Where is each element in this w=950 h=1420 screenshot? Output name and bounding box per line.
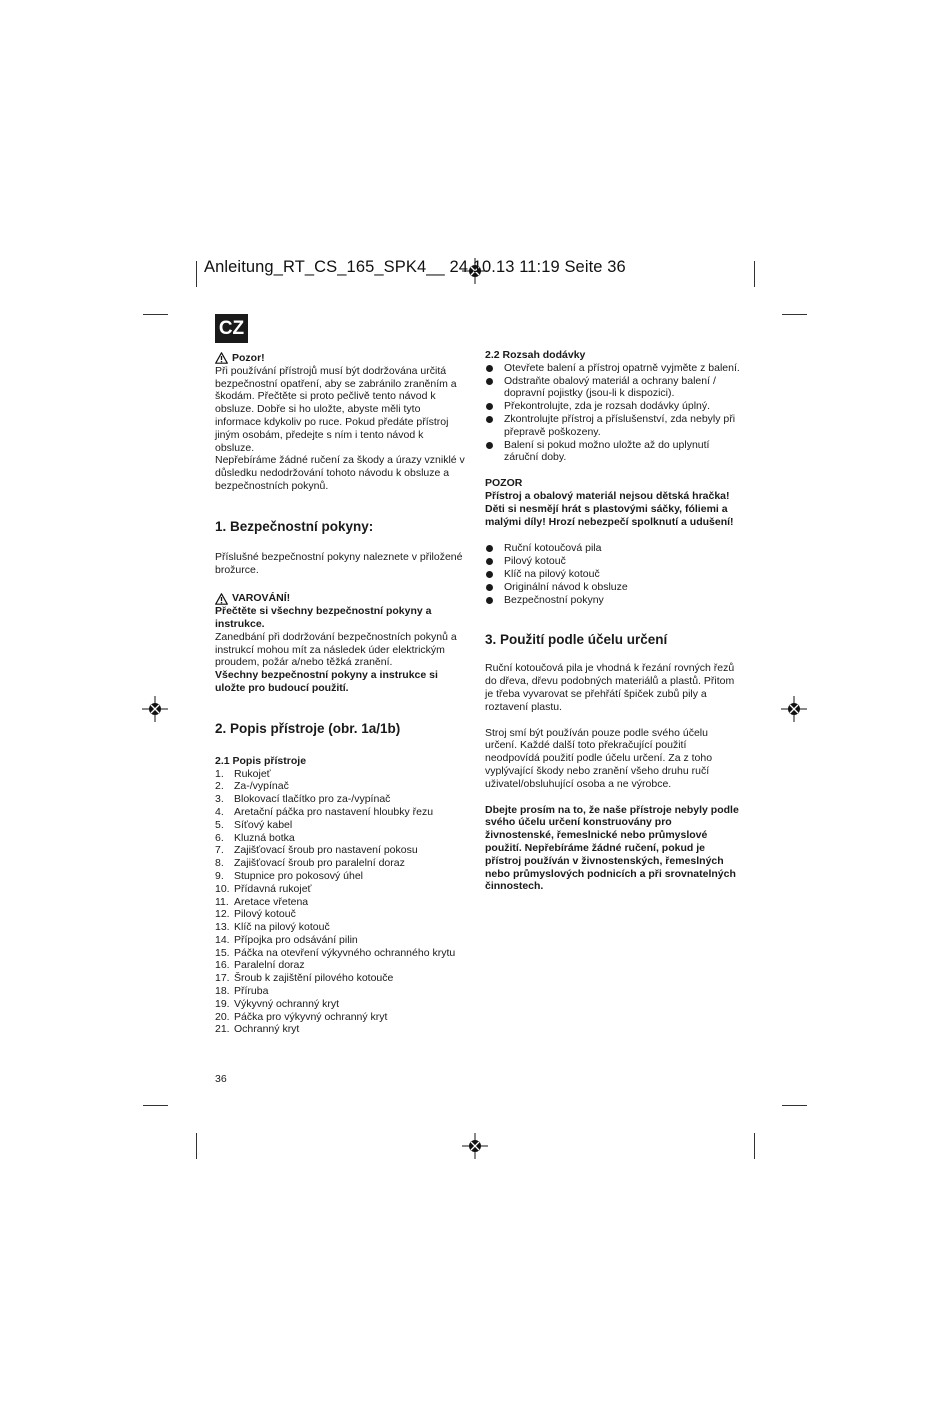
- parts-list-number: 8.: [215, 857, 224, 870]
- warning-bold: Přečtěte si všechny bezpečnostní pokyny a instrukce.: [215, 605, 432, 630]
- caution-body: Při používání přístrojů musí být dodržována určitá bezpečnostní opatření, aby se zabránilo zraněním a škodám. Přečtěte si proto pečlivě tento návod k obsluze. Dobře si ho uložte, abyste měli tyto informace kdykoliv po ruce. Pokud předáte přístroj jiným osobám, předejte s ním i tento návod k obsluze.: [215, 364, 457, 454]
- warning-body: Zanedbání při dodržování bezpečnostních pokynů a instrukcí mohou mít za následek úder elektrickým proudem, požár a/nebo těžká zranění.: [215, 630, 457, 669]
- parts-list-number: 14.: [215, 933, 230, 946]
- parts-list-number: 6.: [215, 831, 224, 844]
- section-3-paragraph-1: Ruční kotoučová pila je vhodná k řezání rovných řezů do dřeva, dřevu podobných materiálů a plastů. Přitom je třeba vyvarovat se přehřátí špiček zubů pily a roztavení plastu.: [485, 662, 735, 713]
- parts-list-number: 11.: [215, 895, 229, 908]
- contents-list: [485, 542, 740, 606]
- section-3-title: 3. Použití podle účelu určení: [485, 632, 668, 648]
- left-column: [215, 352, 465, 1036]
- parts-list-label: Zajišťovací šroub pro paralelní doraz: [234, 857, 405, 870]
- delivery-step-item: Odstraňte obalový materiál a ochrany balení / dopravní pojistky (jsou-li k dispozici).: [485, 375, 740, 401]
- crop-mark-top-left-h: [143, 314, 168, 315]
- parts-list-item: [215, 819, 465, 832]
- parts-list-item: [215, 793, 465, 806]
- parts-list-label: Síťový kabel: [234, 818, 293, 831]
- section-1-title: 1. Bezpečnostní pokyny:: [215, 518, 374, 534]
- contents-item: Ruční kotoučová pila: [485, 542, 740, 555]
- parts-list-item: [215, 883, 465, 896]
- parts-list-item: [215, 1023, 465, 1036]
- parts-list-item: [215, 998, 465, 1011]
- section-1-body: Příslušné bezpečnostní pokyny naleznete v přiložené brožurce.: [215, 550, 463, 576]
- parts-list-label: Blokovací tlačítko pro za-/vypínač: [234, 793, 391, 806]
- parts-list-label: Páčka pro výkyvný ochranný kryt: [234, 1010, 388, 1023]
- parts-list-label: Aretace vřetena: [234, 895, 309, 908]
- parts-list-label: Aretační páčka pro nastavení hloubky řezu: [234, 805, 434, 818]
- parts-list-item: [215, 921, 465, 934]
- contents-item: Pilový kotouč: [485, 555, 740, 568]
- parts-list-item: [215, 972, 465, 985]
- parts-list-number: 20.: [215, 1010, 230, 1023]
- parts-list-item: [215, 947, 465, 960]
- parts-list-label: Příruba: [234, 985, 269, 998]
- crop-mark-bottom-left-v: [196, 1133, 197, 1159]
- parts-list-label: Stupnice pro pokosový úhel: [234, 869, 363, 882]
- parts-list-item: [215, 934, 465, 947]
- warning-triangle-icon: [215, 352, 228, 364]
- delivery-step-item: Zkontrolujte přístroj a příslušenství, zda nebyly při přepravě poškozeny.: [485, 413, 740, 439]
- contents-item: Bezpečnostní pokyny: [485, 594, 740, 607]
- parts-list-number: 3.: [215, 793, 224, 806]
- contents-item: Klíč na pilový kotouč: [485, 568, 740, 581]
- delivery-step-item: Překontrolujte, zda je rozsah dodávky úplný.: [485, 400, 740, 413]
- warning-triangle-icon: [215, 593, 228, 605]
- crop-mark-top-left-v: [196, 261, 197, 287]
- crop-mark-top-right-h: [782, 314, 807, 315]
- parts-list-number: 12.: [215, 908, 230, 921]
- crop-mark-bottom-left-h: [143, 1105, 168, 1106]
- delivery-step-item: Balení si pokud možno uložte až do uplynutí záruční doby.: [485, 439, 740, 465]
- parts-list-item: [215, 985, 465, 998]
- section-3-paragraph-3: Dbejte prosím na to, že naše přístroje nebyly podle svého účelu určení konstruovány pro živnostenské, řemeslnické nebo průmyslové použití. Nepřebíráme žádné ručení, pokud je přístroj používán v živnostenských, řemeslných nebo průmyslových podnicích a při srovnatelných činnostech.: [485, 803, 739, 893]
- registration-mark-bottom-icon: [462, 1133, 488, 1159]
- parts-list-label: Za-/vypínač: [234, 780, 289, 793]
- warning-heading: [215, 592, 465, 605]
- parts-list-item: [215, 768, 465, 781]
- parts-list-label: Páčka na otevření výkyvného ochranného krytu: [234, 946, 456, 959]
- crop-mark-bottom-right-v: [754, 1133, 755, 1159]
- parts-list-number: 7.: [215, 844, 224, 857]
- parts-list-item: [215, 780, 465, 793]
- parts-list-number: 1.: [215, 767, 224, 780]
- parts-list-item: [215, 832, 465, 845]
- parts-list-label: Šroub k zajištění pilového kotouče: [234, 972, 394, 985]
- parts-list-number: 4.: [215, 805, 224, 818]
- parts-list-item: [215, 959, 465, 972]
- parts-list-item: [215, 896, 465, 909]
- caution-title: Pozor!: [232, 352, 265, 364]
- section-2-2-title: 2.2 Rozsah dodávky: [485, 349, 586, 361]
- language-badge: CZ: [215, 314, 248, 343]
- parts-list-number: 13.: [215, 921, 230, 934]
- contents-item: Originální návod k obsluze: [485, 581, 740, 594]
- section-2-title: 2. Popis přístroje (obr. 1a/1b): [215, 720, 401, 736]
- parts-list-item: [215, 844, 465, 857]
- parts-list-label: Přídavná rukojeť: [234, 882, 312, 895]
- parts-list-number: 9.: [215, 869, 224, 882]
- crop-mark-bottom-right-h: [782, 1105, 807, 1106]
- parts-list-label: Výkyvný ochranný kryt: [234, 997, 340, 1010]
- parts-list-number: 16.: [215, 959, 230, 972]
- print-slug: Anleitung_RT_CS_165_SPK4__ 24.10.13 11:19 Seite 36: [204, 258, 626, 276]
- parts-list-item: [215, 857, 465, 870]
- parts-list-item: [215, 908, 465, 921]
- parts-list: [215, 768, 465, 1037]
- parts-list-number: 2.: [215, 780, 224, 793]
- section-3-paragraph-2: Stroj smí být používán pouze podle svého účelu určení. Každé další toto překračující použití neodpovídá použití podle účelu určení. Za z toho vyplývající škody nebo zranění všeho druhu ručí uživatel/obsluhující osoba a ne výrobce.: [485, 726, 713, 790]
- liability-note: Nepřebíráme žádné ručení za škody a úrazy vzniklé v důsledku nedodržování tohoto návodu k obsluze a bezpečnostních pokynů.: [215, 454, 465, 492]
- parts-list-label: Klíč na pilový kotouč: [234, 921, 330, 934]
- delivery-step-item: Otevřete balení a přístroj opatrně vyjměte z balení.: [485, 362, 740, 375]
- parts-list-item: [215, 1011, 465, 1024]
- delivery-steps-list: [485, 362, 740, 464]
- warning-keep: Všechny bezpečnostní pokyny a instrukce si uložte pro budoucí použití.: [215, 669, 438, 694]
- page-number: 36: [215, 1073, 227, 1085]
- pozor-title: POZOR: [485, 477, 523, 490]
- parts-list-number: 21.: [215, 1023, 230, 1036]
- registration-mark-left-icon: [142, 696, 168, 722]
- parts-list-label: Zajišťovací šroub pro nastavení pokosu: [234, 844, 418, 857]
- caution-heading: [215, 352, 465, 365]
- parts-list-label: Paralelní doraz: [234, 959, 305, 972]
- pozor-body: Přístroj a obalový materiál nejsou dětská hračka! Děti si nesmějí hrát s plastovými sáčky, fóliemi a malými díly! Hrozí nebezpečí spolknutí a udušení!: [485, 489, 734, 528]
- section-2-1-title: 2.1 Popis přístroje: [215, 754, 307, 767]
- parts-list-number: 10.: [215, 882, 230, 895]
- parts-list-label: Rukojeť: [234, 767, 271, 780]
- registration-mark-right-icon: [781, 696, 807, 722]
- parts-list-item: [215, 870, 465, 883]
- parts-list-label: Přípojka pro odsávání pilin: [234, 933, 358, 946]
- parts-list-label: Ochranný kryt: [234, 1023, 300, 1036]
- parts-list-number: 5.: [215, 818, 224, 831]
- parts-list-number: 18.: [215, 985, 230, 998]
- parts-list-item: [215, 806, 465, 819]
- parts-list-label: Kluzná botka: [234, 831, 295, 844]
- parts-list-number: 15.: [215, 946, 230, 959]
- parts-list-number: 19.: [215, 997, 230, 1010]
- right-column: [485, 349, 740, 893]
- parts-list-label: Pilový kotouč: [234, 908, 296, 921]
- crop-mark-top-right-v: [754, 261, 755, 287]
- parts-list-number: 17.: [215, 972, 230, 985]
- warning-title: VAROVÁNÍ!: [232, 592, 291, 605]
